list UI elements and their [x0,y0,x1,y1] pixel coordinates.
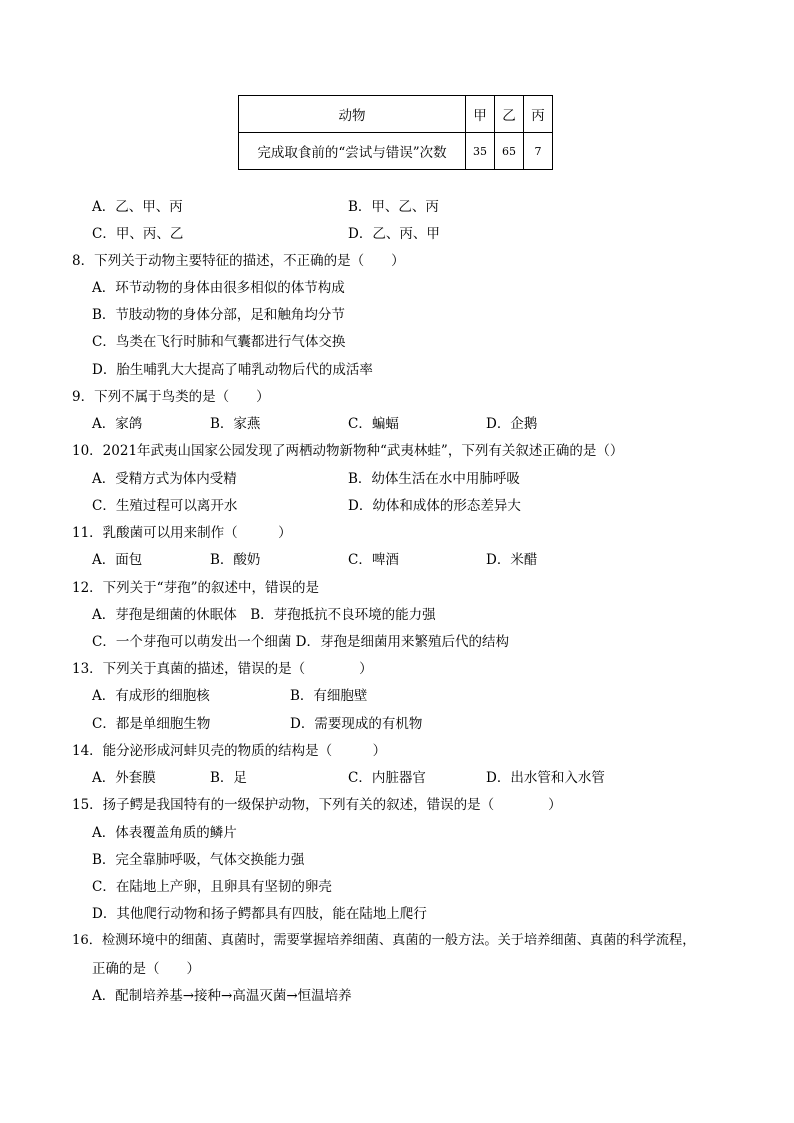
q12-stem: 12．下列关于“芽孢”的叙述中，错误的是 [72,580,319,596]
q12-options-cd: C．一个芽孢可以萌发出一个细菌 D．芽孢是细菌用来繁殖后代的结构 [92,634,509,650]
q7-option-a: A．乙、甲、丙 [92,199,183,215]
table-data-row [239,133,553,170]
q13-option-b: B．有细胞壁 [290,688,368,704]
q12-options-ab: A．芽孢是细菌的休眠体 B．芽孢抵抗不良环境的能力强 [92,607,436,623]
q7-option-d: D．乙、丙、甲 [348,226,440,242]
q8-option-c: C．鸟类在飞行时肺和气囊都进行气体交换 [92,334,346,350]
q13-stem: 13．下列关于真菌的描述，错误的是（ ） [72,661,373,677]
q14-option-c: C．内脏器官 [348,770,426,786]
table-header-jia: 甲 [466,96,495,133]
q13-option-d: D．需要现成的有机物 [290,716,423,732]
q11-option-d: D．米醋 [486,552,538,568]
q10-option-c: C．生殖过程可以离开水 [92,498,238,514]
table-cell-jia: 35 [466,133,495,170]
q15-option-c: C．在陆地上产卵，且卵具有坚韧的卵壳 [92,879,332,895]
table-header-yi: 乙 [495,96,524,133]
q8-option-b: B．节肢动物的身体分部，足和触角均分节 [92,307,345,323]
q10-option-b: B．幼体生活在水中用肺呼吸 [348,471,520,487]
table-header-bing: 丙 [524,96,553,133]
q13-option-a: A．有成形的细胞核 [92,688,210,704]
q16-stem-line1: 16．检测环境中的细菌、真菌时，需要掌握培养细菌、真菌的一般方法。关于培养细菌、真菌的科学流程， [72,933,696,948]
table-row-label: 完成取食前的“尝试与错误”次数 [239,133,466,170]
q9-stem: 9．下列不属于鸟类的是（ ） [72,389,270,405]
q9-option-b: B．家燕 [210,416,261,432]
q11-stem: 11．乳酸菌可以用来制作（ ） [72,525,292,541]
q11-option-b: B．酸奶 [210,552,261,568]
q13-option-c: C．都是单细胞生物 [92,716,211,732]
q15-option-a: A．体表覆盖角质的鳞片 [92,825,237,841]
q10-option-d: D．幼体和成体的形态差异大 [348,498,521,514]
q14-stem: 14．能分泌形成河蚌贝壳的物质的结构是（ ） [72,743,387,759]
q10-stem: 10．2021年武夷山国家公园发现了两栖动物新物种“武夷林蛙”，下列有关叙述正确的是（） [72,443,624,459]
q11-option-a: A．面包 [92,552,143,568]
q7-option-b: B．甲、乙、丙 [348,199,439,215]
q8-option-d: D．胎生哺乳大大提高了哺乳动物后代的成活率 [92,362,373,378]
table-header-animal: 动物 [239,96,466,133]
q7-option-c: C．甲、丙、乙 [92,226,184,242]
q14-option-a: A．外套膜 [92,770,156,786]
q8-option-a: A．环节动物的身体由很多相似的体节构成 [92,280,345,296]
table-cell-bing: 7 [524,133,553,170]
q9-option-d: D．企鹅 [486,416,538,432]
q15-option-b: B．完全靠肺呼吸，气体交换能力强 [92,852,305,868]
q9-option-a: A．家鸽 [92,416,143,432]
table-header-row [239,96,553,133]
q15-stem: 15．扬子鳄是我国特有的一级保护动物，下列有关的叙述，错误的是（ ） [72,797,562,813]
q10-option-a: A．受精方式为体内受精 [92,471,237,487]
q14-option-d: D．出水管和入水管 [486,770,605,786]
table-cell-yi: 65 [495,133,524,170]
data-table [238,95,553,170]
q9-option-c: C．蝙蝠 [348,416,399,432]
q14-option-b: B．足 [210,770,247,786]
q16-stem-line2: 正确的是（ ） [92,961,200,977]
q8-stem: 8．下列关于动物主要特征的描述，不正确的是（ ） [72,253,405,269]
q11-option-c: C．啤酒 [348,552,399,568]
q15-option-d: D．其他爬行动物和扬子鳄都具有四肢，能在陆地上爬行 [92,906,427,922]
q16-option-a: A．配制培养基→接种→高温灭菌→恒温培养 [92,988,352,1004]
